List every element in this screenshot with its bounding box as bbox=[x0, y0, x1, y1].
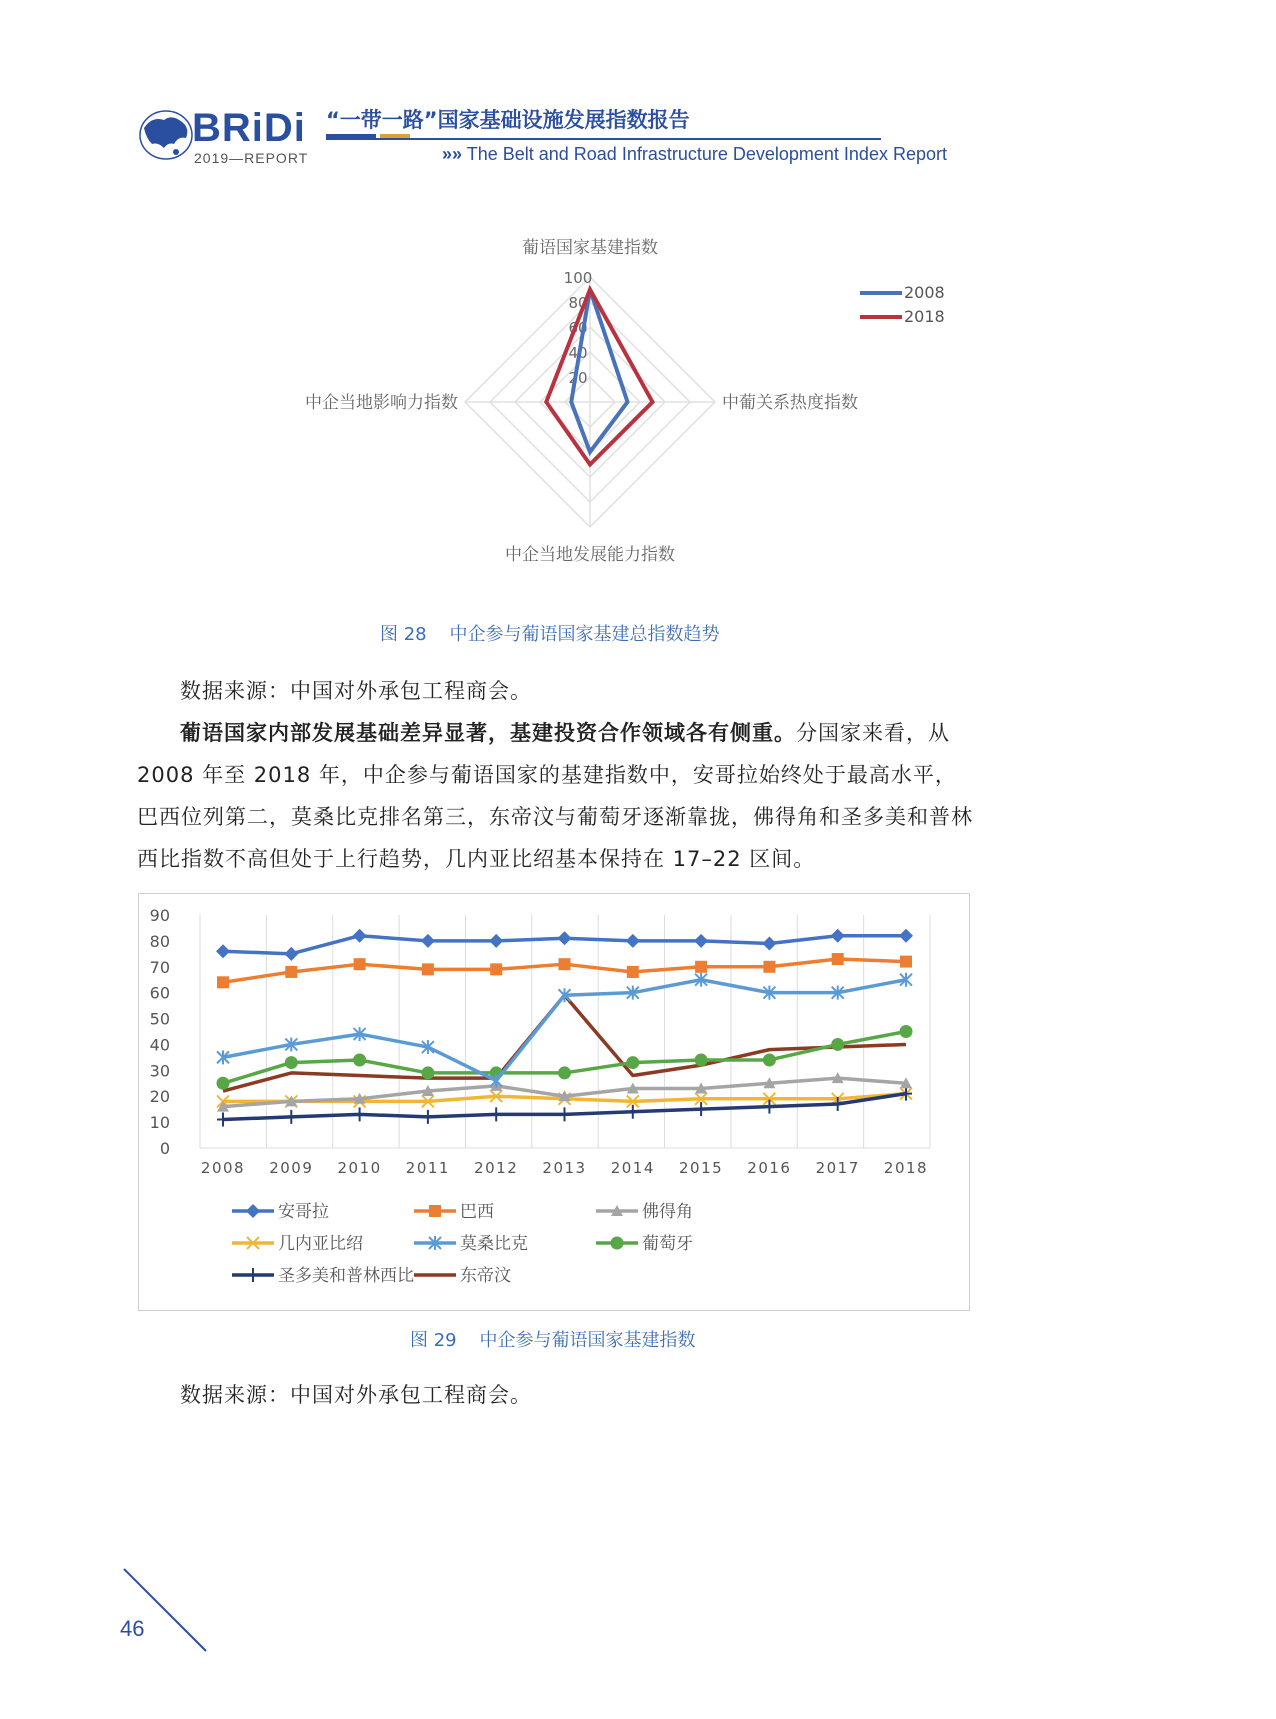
data-point bbox=[832, 953, 844, 965]
title-rule-accent bbox=[326, 134, 376, 138]
y-tick-label: 10 bbox=[149, 1113, 170, 1133]
figure-29-caption: 图 29 中企参与葡语国家基建指数 bbox=[410, 1330, 696, 1351]
legend-item bbox=[596, 1202, 693, 1222]
legend-label: 圣多美和普林西比 bbox=[278, 1266, 414, 1286]
radar-axis-label: 中企当地影响力指数 bbox=[305, 393, 458, 413]
radar-tick-label: 100 bbox=[563, 269, 593, 287]
data-point bbox=[695, 1053, 708, 1066]
legend-marker bbox=[611, 1237, 624, 1250]
data-point bbox=[354, 1107, 366, 1121]
chevrons-icon: »» bbox=[442, 144, 463, 164]
data-point bbox=[559, 1107, 571, 1121]
x-tick-label: 2016 bbox=[747, 1159, 792, 1177]
body-paragraph bbox=[137, 712, 977, 880]
globe-logo-icon bbox=[138, 108, 198, 163]
figure-29-source: 数据来源：中国对外承包工程商会。 bbox=[180, 1383, 532, 1407]
title-rule bbox=[326, 138, 881, 140]
legend-label: 莫桑比克 bbox=[460, 1234, 528, 1254]
legend-marker bbox=[246, 1204, 260, 1218]
data-point bbox=[285, 966, 297, 978]
x-tick-label: 2011 bbox=[405, 1159, 450, 1177]
data-point bbox=[421, 934, 435, 948]
y-tick-label: 60 bbox=[149, 983, 170, 1003]
legend-marker bbox=[247, 1268, 259, 1282]
data-point bbox=[285, 1110, 297, 1124]
data-point bbox=[831, 929, 845, 943]
legend-item bbox=[596, 1234, 693, 1254]
data-point bbox=[558, 931, 572, 945]
data-point bbox=[285, 1056, 298, 1069]
legend-label: 巴西 bbox=[460, 1202, 494, 1222]
page-number: 46 bbox=[120, 1616, 145, 1641]
data-point bbox=[354, 958, 366, 970]
data-point bbox=[353, 929, 367, 943]
title-rule-accent-2 bbox=[380, 134, 410, 138]
radar-tick-label: 20 bbox=[568, 369, 588, 387]
radar-axis-label: 中企当地发展能力指数 bbox=[505, 545, 675, 565]
data-point bbox=[900, 1025, 913, 1038]
legend-item bbox=[232, 1202, 329, 1222]
data-point bbox=[217, 1077, 230, 1090]
data-point bbox=[217, 1113, 229, 1127]
line-chart bbox=[138, 893, 970, 1311]
report-title-en bbox=[442, 144, 947, 165]
data-point bbox=[695, 961, 707, 973]
data-point bbox=[490, 1074, 502, 1088]
legend-item bbox=[414, 1266, 511, 1286]
x-tick-label: 2008 bbox=[200, 1159, 246, 1177]
radar-legend-label: 2018 bbox=[904, 307, 945, 326]
x-tick-label: 2014 bbox=[610, 1159, 655, 1177]
y-tick-label: 50 bbox=[149, 1009, 170, 1029]
legend-label: 几内亚比绍 bbox=[278, 1234, 363, 1254]
logo-wordmark: BRiDi bbox=[192, 106, 306, 150]
data-point bbox=[421, 1066, 434, 1079]
radar-tick-label: 40 bbox=[568, 344, 588, 362]
data-point bbox=[558, 1066, 571, 1079]
y-tick-label: 70 bbox=[149, 957, 170, 977]
x-tick-label: 2017 bbox=[815, 1159, 860, 1177]
radar-axis-label: 中葡关系热度指数 bbox=[722, 393, 858, 413]
x-tick-label: 2009 bbox=[269, 1159, 314, 1177]
data-point bbox=[489, 934, 503, 948]
radar-legend-label: 2008 bbox=[904, 283, 945, 302]
legend-item bbox=[232, 1234, 363, 1254]
report-title-cn: “一带一路”国家基础设施发展指数报告 bbox=[326, 108, 690, 132]
data-point bbox=[490, 1107, 502, 1121]
legend-item bbox=[414, 1202, 494, 1222]
y-tick-label: 20 bbox=[149, 1087, 170, 1107]
x-tick-label: 2015 bbox=[679, 1159, 724, 1177]
paragraph-text: 分国家来看，从 2008 年至 2018 年，中企参与葡语国家的基建指数中，安哥拉始终处于最高水平，巴西位列第二，莫桑比克排名第三，东帝汶与葡萄牙逐渐靠拢，佛得角和圣多美和普林西比指数不高但处于上行趋势，几内亚比绍基本保持在 17–22 区间。 bbox=[137, 721, 973, 871]
x-tick-label: 2013 bbox=[542, 1159, 587, 1177]
legend-item bbox=[414, 1234, 528, 1254]
x-tick-label: 2010 bbox=[337, 1159, 382, 1177]
paragraph-lead: 葡语国家内部发展基础差异显著，基建投资合作领域各有侧重。 bbox=[180, 721, 796, 745]
x-tick-label: 2012 bbox=[474, 1159, 519, 1177]
y-tick-label: 80 bbox=[149, 931, 170, 951]
data-point bbox=[831, 1038, 844, 1051]
data-point bbox=[559, 958, 571, 970]
logo-subtitle: 2019—REPORT bbox=[194, 150, 309, 166]
data-point bbox=[763, 1053, 776, 1066]
y-tick-label: 90 bbox=[149, 906, 170, 925]
radar-tick-label: 60 bbox=[568, 319, 588, 337]
legend-marker bbox=[429, 1205, 441, 1217]
legend-label: 佛得角 bbox=[642, 1202, 693, 1222]
radar-axis-label: 葡语国家基建指数 bbox=[522, 238, 658, 258]
x-tick-label: 2018 bbox=[883, 1159, 929, 1177]
data-point bbox=[216, 944, 230, 958]
data-point bbox=[900, 956, 912, 968]
data-point bbox=[694, 934, 708, 948]
data-point bbox=[626, 934, 640, 948]
data-point bbox=[763, 961, 775, 973]
series-巴西 bbox=[217, 953, 912, 988]
data-point bbox=[353, 1053, 366, 1066]
data-point bbox=[490, 963, 502, 975]
figure-28-source: 数据来源：中国对外承包工程商会。 bbox=[180, 679, 532, 703]
data-point bbox=[217, 976, 229, 988]
radar-chart bbox=[250, 238, 990, 595]
legend-label: 东帝汶 bbox=[460, 1266, 511, 1286]
data-point bbox=[422, 963, 434, 975]
report-title-en-text: The Belt and Road Infrastructure Development Index Report bbox=[466, 144, 947, 164]
y-tick-label: 40 bbox=[149, 1035, 170, 1055]
series-安哥拉 bbox=[216, 929, 913, 961]
y-tick-label: 0 bbox=[159, 1139, 170, 1158]
report-header bbox=[130, 100, 990, 180]
legend-item bbox=[232, 1266, 414, 1286]
data-point bbox=[626, 1056, 639, 1069]
data-point bbox=[899, 929, 913, 943]
legend-label: 葡萄牙 bbox=[642, 1234, 693, 1254]
data-point bbox=[284, 947, 298, 961]
data-point bbox=[627, 966, 639, 978]
radar-tick-label: 80 bbox=[568, 294, 588, 312]
figure-28-caption: 图 28 中企参与葡语国家基建总指数趋势 bbox=[380, 624, 720, 645]
data-point bbox=[762, 936, 776, 950]
data-point bbox=[422, 1110, 434, 1124]
y-tick-label: 30 bbox=[149, 1061, 170, 1081]
legend-label: 安哥拉 bbox=[278, 1202, 329, 1222]
